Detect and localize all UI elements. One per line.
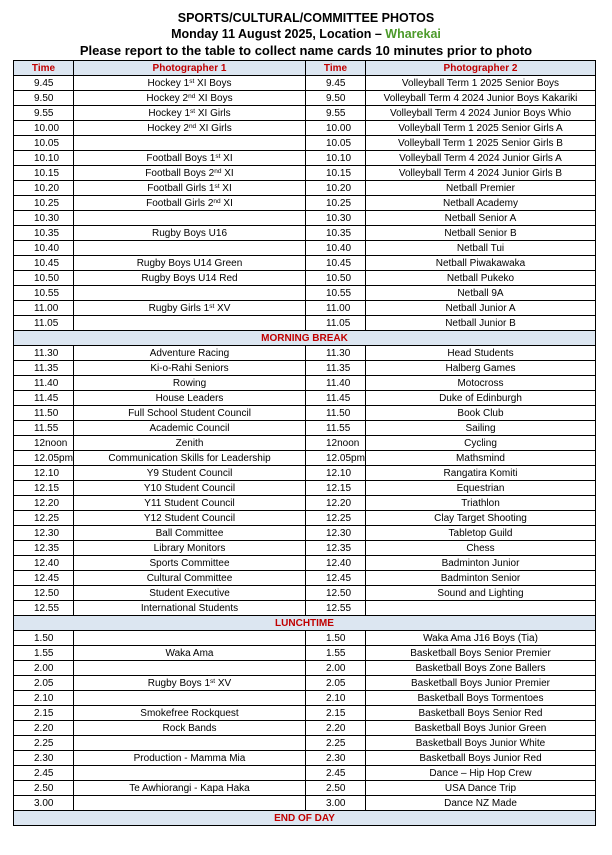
time-cell-2: 3.00 xyxy=(306,796,366,811)
time-cell-2: 1.55 xyxy=(306,646,366,661)
photographer-2-cell: Book Club xyxy=(366,406,596,421)
photographer-2-cell: Equestrian xyxy=(366,481,596,496)
time-cell-2: 1.50 xyxy=(306,631,366,646)
photographer-1-cell: Y12 Student Council xyxy=(74,511,306,526)
photographer-1-cell: Academic Council xyxy=(74,421,306,436)
time-cell-1: 11.00 xyxy=(14,301,74,316)
photographer-2-cell: Volleyball Term 1 2025 Senior Girls B xyxy=(366,136,596,151)
photographer-2-cell: Volleyball Term 1 2025 Senior Boys xyxy=(366,76,596,91)
time-cell-2: 11.00 xyxy=(306,301,366,316)
time-cell-2: 12.40 xyxy=(306,556,366,571)
time-cell-1: 12.50 xyxy=(14,586,74,601)
break-row xyxy=(14,811,596,826)
time-cell-1: 10.35 xyxy=(14,226,74,241)
time-cell-2: 2.25 xyxy=(306,736,366,751)
document-header xyxy=(0,11,612,59)
photographer-1-cell: Football Boys 1st XI xyxy=(74,151,306,166)
time-cell-1: 10.15 xyxy=(14,166,74,181)
time-cell-1: 9.55 xyxy=(14,106,74,121)
table-row xyxy=(14,676,596,691)
photographer-2-cell: Netball Premier xyxy=(366,181,596,196)
table-row xyxy=(14,481,596,496)
time-cell-2: 11.55 xyxy=(306,421,366,436)
table-row xyxy=(14,406,596,421)
time-cell-2: 11.30 xyxy=(306,346,366,361)
table-row xyxy=(14,691,596,706)
time-cell-2: 2.45 xyxy=(306,766,366,781)
photographer-1-cell: Production - Mamma Mia xyxy=(74,751,306,766)
table-row xyxy=(14,226,596,241)
time-cell-1: 10.05 xyxy=(14,136,74,151)
document-title: SPORTS/CULTURAL/COMMITTEE PHOTOS xyxy=(177,11,435,25)
time-cell-2: 12.10 xyxy=(306,466,366,481)
photographer-2-cell: Netball Piwakawaka xyxy=(366,256,596,271)
break-row xyxy=(14,331,596,346)
time-cell-2: 10.15 xyxy=(306,166,366,181)
time-cell-1: 1.55 xyxy=(14,646,74,661)
table-row xyxy=(14,241,596,256)
time-cell-1: 11.05 xyxy=(14,316,74,331)
photographer-2-cell: Duke of Edinburgh xyxy=(366,391,596,406)
photographer-1-cell: Football Girls 1st XI xyxy=(74,181,306,196)
time-cell-2: 2.05 xyxy=(306,676,366,691)
photographer-2-cell: Triathlon xyxy=(366,496,596,511)
time-cell-1: 12.15 xyxy=(14,481,74,496)
photographer-2-cell: Clay Target Shooting xyxy=(366,511,596,526)
photographer-1-cell: Y11 Student Council xyxy=(74,496,306,511)
time-cell-1: 11.50 xyxy=(14,406,74,421)
time-cell-1: 10.30 xyxy=(14,211,74,226)
photographer-2-cell: Sailing xyxy=(366,421,596,436)
table-row xyxy=(14,466,596,481)
time-cell-1: 2.10 xyxy=(14,691,74,706)
time-cell-1: 10.10 xyxy=(14,151,74,166)
ordinal-suffix: nd xyxy=(214,167,222,175)
photographer-1-cell: Rugby Boys U14 Green xyxy=(74,256,306,271)
time-cell-2: 10.50 xyxy=(306,271,366,286)
time-cell-1: 11.40 xyxy=(14,376,74,391)
photographer-2-cell: Dance NZ Made xyxy=(366,796,596,811)
time-cell-2: 12.20 xyxy=(306,496,366,511)
photographer-1-cell: Cultural Committee xyxy=(74,571,306,586)
time-cell-2: 10.35 xyxy=(306,226,366,241)
time-cell-2: 10.00 xyxy=(306,121,366,136)
time-cell-2: 9.55 xyxy=(306,106,366,121)
table-row xyxy=(14,106,596,121)
photographer-2-cell: Basketball Boys Senior Red xyxy=(366,706,596,721)
ordinal-suffix: st xyxy=(190,107,196,115)
time-cell-1: 2.15 xyxy=(14,706,74,721)
time-cell-2: 12.55 xyxy=(306,601,366,616)
table-row xyxy=(14,781,596,796)
photographer-1-cell: Adventure Racing xyxy=(74,346,306,361)
photographer-2-cell: Basketball Boys Senior Premier xyxy=(366,646,596,661)
photographer-1-column-header: Photographer 1 xyxy=(74,61,306,76)
time-cell-1: 10.50 xyxy=(14,271,74,286)
time-cell-1: 11.30 xyxy=(14,346,74,361)
time-cell-1: 1.50 xyxy=(14,631,74,646)
photographer-1-cell: Sports Committee xyxy=(74,556,306,571)
time-cell-1: 2.25 xyxy=(14,736,74,751)
table-row xyxy=(14,166,596,181)
time-cell-2: 10.25 xyxy=(306,196,366,211)
photographer-2-cell: Volleyball Term 4 2024 Junior Boys Kakariki xyxy=(366,91,596,106)
time-cell-2: 10.10 xyxy=(306,151,366,166)
table-row xyxy=(14,421,596,436)
time-cell-1: 11.45 xyxy=(14,391,74,406)
table-row xyxy=(14,766,596,781)
photographer-2-cell: Volleyball Term 4 2024 Junior Girls A xyxy=(366,151,596,166)
photographer-2-cell: Basketball Boys Zone Ballers xyxy=(366,661,596,676)
instruction-line: Please report to the table to collect name cards 10 minutes prior to photo xyxy=(79,43,533,58)
photographer-2-cell: Tabletop Guild xyxy=(366,526,596,541)
table-row xyxy=(14,451,596,466)
time-cell-2: 11.40 xyxy=(306,376,366,391)
ordinal-suffix: nd xyxy=(213,197,221,205)
table-row xyxy=(14,361,596,376)
time-cell-1: 10.55 xyxy=(14,286,74,301)
table-row xyxy=(14,661,596,676)
photographer-1-cell: Y9 Student Council xyxy=(74,466,306,481)
table-row xyxy=(14,571,596,586)
time-cell-1: 12.10 xyxy=(14,466,74,481)
photographer-2-cell: Sound and Lighting xyxy=(366,586,596,601)
photographer-2-cell: Netball Senior A xyxy=(366,211,596,226)
time-cell-2: 11.50 xyxy=(306,406,366,421)
photographer-1-cell xyxy=(74,286,306,301)
table-row xyxy=(14,526,596,541)
photographer-1-cell: Rugby Boys 1st XV xyxy=(74,676,306,691)
photographer-2-cell: Mathsmind xyxy=(366,451,596,466)
table-row xyxy=(14,76,596,91)
photographer-1-cell: International Students xyxy=(74,601,306,616)
photographer-2-cell: Basketball Boys Junior Red xyxy=(366,751,596,766)
time-cell-2: 12.25 xyxy=(306,511,366,526)
photographer-2-cell: Volleyball Term 4 2024 Junior Girls B xyxy=(366,166,596,181)
photographer-2-cell: Netball Academy xyxy=(366,196,596,211)
table-row xyxy=(14,271,596,286)
photographer-1-cell: Te Awhiorangi - Kapa Haka xyxy=(74,781,306,796)
table-row xyxy=(14,751,596,766)
time-cell-2: 2.15 xyxy=(306,706,366,721)
photographer-2-cell: Chess xyxy=(366,541,596,556)
photographer-2-cell: Basketball Boys Tormentoes xyxy=(366,691,596,706)
photographer-2-cell: USA Dance Trip xyxy=(366,781,596,796)
time-cell-1: 12.55 xyxy=(14,601,74,616)
time-cell-1: 2.30 xyxy=(14,751,74,766)
photographer-1-cell: Hockey 1st XI Boys xyxy=(74,76,306,91)
time-cell-2: 12.50 xyxy=(306,586,366,601)
break-label: LUNCHTIME xyxy=(14,616,596,631)
time-cell-2: 11.35 xyxy=(306,361,366,376)
time-cell-1: 9.45 xyxy=(14,76,74,91)
photographer-2-cell: Netball Junior A xyxy=(366,301,596,316)
time-cell-1: 2.20 xyxy=(14,721,74,736)
photographer-1-cell xyxy=(74,796,306,811)
time-column-header-2: Time xyxy=(306,61,366,76)
photographer-1-cell: Full School Student Council xyxy=(74,406,306,421)
photographer-1-cell: Student Executive xyxy=(74,586,306,601)
time-cell-1: 10.45 xyxy=(14,256,74,271)
table-row xyxy=(14,601,596,616)
photographer-2-cell: Waka Ama J16 Boys (Tia) xyxy=(366,631,596,646)
photographer-2-cell: Badminton Junior xyxy=(366,556,596,571)
table-row xyxy=(14,496,596,511)
ordinal-suffix: nd xyxy=(188,92,196,100)
time-cell-2: 2.00 xyxy=(306,661,366,676)
photographer-2-cell: Badminton Senior xyxy=(366,571,596,586)
time-cell-2: 2.10 xyxy=(306,691,366,706)
table-row xyxy=(14,436,596,451)
time-cell-2: 11.05 xyxy=(306,316,366,331)
table-row xyxy=(14,736,596,751)
table-row xyxy=(14,541,596,556)
ordinal-suffix: st xyxy=(210,677,216,685)
photographer-1-cell xyxy=(74,736,306,751)
table-row xyxy=(14,796,596,811)
photographer-2-cell: Halberg Games xyxy=(366,361,596,376)
table-row xyxy=(14,286,596,301)
photographer-1-cell: Y10 Student Council xyxy=(74,481,306,496)
photographer-2-cell: Netball Senior B xyxy=(366,226,596,241)
ordinal-suffix: st xyxy=(215,152,221,160)
photographer-1-cell: Ball Committee xyxy=(74,526,306,541)
table-row xyxy=(14,196,596,211)
photographer-1-cell: Hockey 1st XI Girls xyxy=(74,106,306,121)
photographer-2-cell: Head Students xyxy=(366,346,596,361)
location-name: Wharekai xyxy=(385,27,441,41)
time-cell-2: 9.50 xyxy=(306,91,366,106)
photographer-1-cell: Rugby Girls 1st XV xyxy=(74,301,306,316)
photographer-1-cell xyxy=(74,766,306,781)
photographer-2-cell: Cycling xyxy=(366,436,596,451)
time-cell-1: 2.45 xyxy=(14,766,74,781)
photographer-1-cell xyxy=(74,631,306,646)
time-cell-2: 10.45 xyxy=(306,256,366,271)
break-label: MORNING BREAK xyxy=(14,331,596,346)
photo-schedule-table xyxy=(13,60,596,826)
photographer-1-cell xyxy=(74,241,306,256)
time-cell-2: 12.15 xyxy=(306,481,366,496)
time-cell-2: 11.45 xyxy=(306,391,366,406)
photographer-1-cell: Smokefree Rockquest xyxy=(74,706,306,721)
time-cell-1: 12.45 xyxy=(14,571,74,586)
photographer-1-cell: Hockey 2nd XI Girls xyxy=(74,121,306,136)
photographer-1-cell: Zenith xyxy=(74,436,306,451)
time-cell-2: 12.45 xyxy=(306,571,366,586)
table-row xyxy=(14,721,596,736)
photographer-2-cell xyxy=(366,601,596,616)
break-label: END OF DAY xyxy=(14,811,596,826)
time-cell-1: 12.20 xyxy=(14,496,74,511)
ordinal-suffix: nd xyxy=(188,122,197,130)
photographer-1-cell xyxy=(74,691,306,706)
table-row xyxy=(14,706,596,721)
photographer-1-cell: Hockey 2nd XI Boys xyxy=(74,91,306,106)
time-cell-2: 9.45 xyxy=(306,76,366,91)
photographer-2-cell: Motocross xyxy=(366,376,596,391)
time-column-header-1: Time xyxy=(14,61,74,76)
time-cell-1: 10.20 xyxy=(14,181,74,196)
photographer-1-cell: Rock Bands xyxy=(74,721,306,736)
time-cell-2: 10.55 xyxy=(306,286,366,301)
time-cell-1: 2.50 xyxy=(14,781,74,796)
table-row xyxy=(14,181,596,196)
ordinal-suffix: st xyxy=(209,302,215,310)
table-row xyxy=(14,586,596,601)
photographer-1-cell: Communication Skills for Leadership xyxy=(74,451,306,466)
photographer-1-cell: Rugby Boys U14 Red xyxy=(74,271,306,286)
time-cell-2: 2.20 xyxy=(306,721,366,736)
photographer-1-cell: Football Girls 2nd XI xyxy=(74,196,306,211)
time-cell-1: 3.00 xyxy=(14,796,74,811)
time-cell-1: 12.35 xyxy=(14,541,74,556)
photographer-1-cell: Ki-o-Rahi Seniors xyxy=(74,361,306,376)
photographer-2-column-header: Photographer 2 xyxy=(366,61,596,76)
time-cell-2: 2.50 xyxy=(306,781,366,796)
ordinal-suffix: st xyxy=(189,77,195,85)
photographer-2-cell: Rangatira Komiti xyxy=(366,466,596,481)
photographer-2-cell: Dance – Hip Hop Crew xyxy=(366,766,596,781)
photographer-2-cell: Basketball Boys Junior White xyxy=(366,736,596,751)
time-cell-1: 9.50 xyxy=(14,91,74,106)
time-cell-1: 10.25 xyxy=(14,196,74,211)
photographer-2-cell: Netball Tui xyxy=(366,241,596,256)
table-row xyxy=(14,631,596,646)
photographer-2-cell: Basketball Boys Junior Green xyxy=(366,721,596,736)
date-text: Monday 11 August 2025, Location – xyxy=(171,27,386,41)
break-row xyxy=(14,616,596,631)
time-cell-1: 12.40 xyxy=(14,556,74,571)
photographer-2-cell: Netball 9A xyxy=(366,286,596,301)
photographer-1-cell: Library Monitors xyxy=(74,541,306,556)
time-cell-1: 2.00 xyxy=(14,661,74,676)
photographer-1-cell xyxy=(74,316,306,331)
table-row xyxy=(14,136,596,151)
photographer-1-cell xyxy=(74,661,306,676)
time-cell-2: 10.05 xyxy=(306,136,366,151)
table-row xyxy=(14,646,596,661)
time-cell-1: 12.30 xyxy=(14,526,74,541)
table-row xyxy=(14,91,596,106)
schedule-body xyxy=(14,76,596,826)
time-cell-1: 10.40 xyxy=(14,241,74,256)
time-cell-1: 11.35 xyxy=(14,361,74,376)
table-row xyxy=(14,391,596,406)
photographer-1-cell xyxy=(74,211,306,226)
table-row xyxy=(14,346,596,361)
photographer-1-cell: Rugby Boys U16 xyxy=(74,226,306,241)
date-location-line xyxy=(0,26,612,42)
table-row xyxy=(14,211,596,226)
time-cell-1: 11.55 xyxy=(14,421,74,436)
table-row xyxy=(14,511,596,526)
time-cell-1: 12.25 xyxy=(14,511,74,526)
time-cell-1: 12.05pm xyxy=(14,451,74,466)
table-row xyxy=(14,151,596,166)
table-row xyxy=(14,121,596,136)
time-cell-2: 10.20 xyxy=(306,181,366,196)
time-cell-2: 12noon xyxy=(306,436,366,451)
photographer-1-cell: Waka Ama xyxy=(74,646,306,661)
photographer-2-cell: Netball Junior B xyxy=(366,316,596,331)
time-cell-2: 12.35 xyxy=(306,541,366,556)
photographer-2-cell: Volleyball Term 1 2025 Senior Girls A xyxy=(366,121,596,136)
time-cell-2: 12.05pm xyxy=(306,451,366,466)
time-cell-1: 12noon xyxy=(14,436,74,451)
table-row xyxy=(14,376,596,391)
photographer-2-cell: Netball Pukeko xyxy=(366,271,596,286)
photographer-1-cell xyxy=(74,136,306,151)
table-row xyxy=(14,316,596,331)
table-row xyxy=(14,556,596,571)
time-cell-2: 10.40 xyxy=(306,241,366,256)
time-cell-2: 10.30 xyxy=(306,211,366,226)
table-row xyxy=(14,301,596,316)
photographer-2-cell: Volleyball Term 4 2024 Junior Boys Whio xyxy=(366,106,596,121)
time-cell-1: 10.00 xyxy=(14,121,74,136)
time-cell-2: 12.30 xyxy=(306,526,366,541)
time-cell-1: 2.05 xyxy=(14,676,74,691)
photographer-1-cell: Football Boys 2nd XI xyxy=(74,166,306,181)
photographer-1-cell: House Leaders xyxy=(74,391,306,406)
photographer-1-cell: Rowing xyxy=(74,376,306,391)
table-header-row xyxy=(14,61,596,76)
photographer-2-cell: Basketball Boys Junior Premier xyxy=(366,676,596,691)
time-cell-2: 2.30 xyxy=(306,751,366,766)
ordinal-suffix: st xyxy=(214,182,220,190)
table-row xyxy=(14,256,596,271)
